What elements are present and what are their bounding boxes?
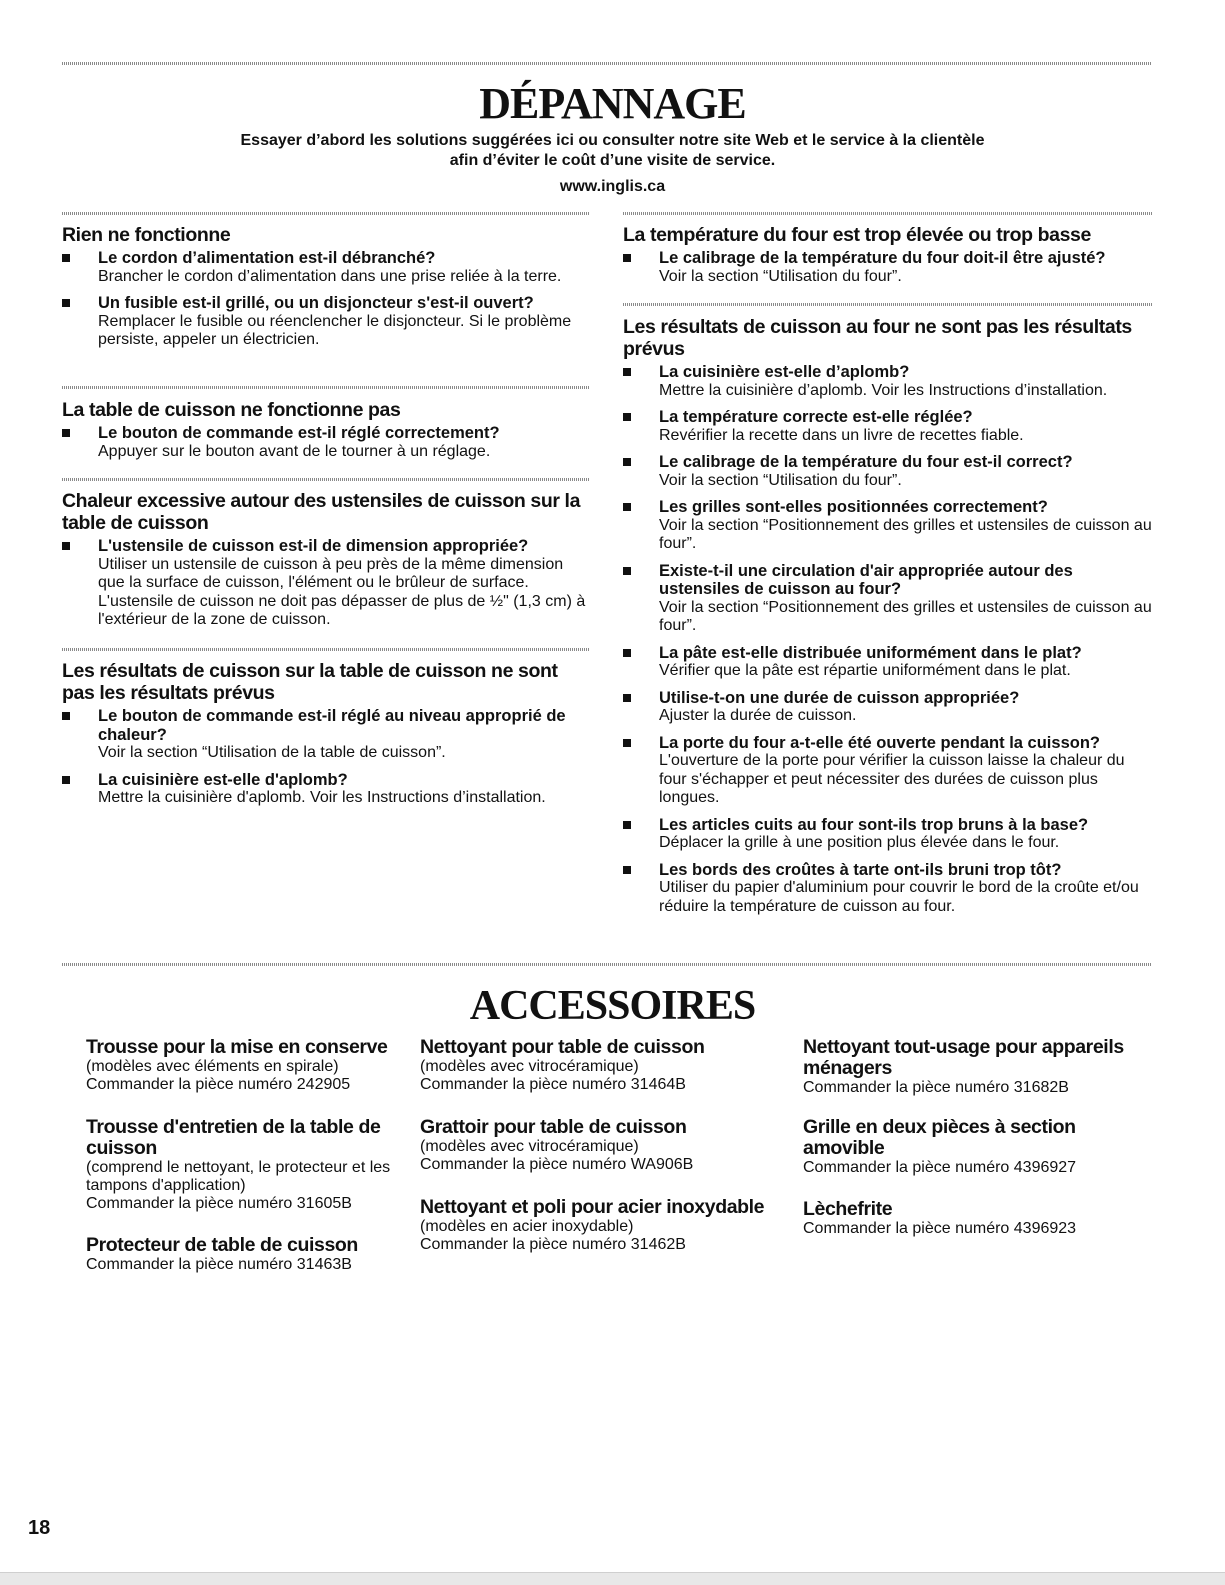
answer: Mettre la cuisinière d'aplomb. Voir les Instructions d’installation. — [98, 789, 546, 806]
answer: Revérifier la recette dans un livre de recettes fiable. — [659, 426, 1024, 444]
bullet-icon — [623, 649, 631, 657]
answer: Remplacer le fusible ou réenclencher le disjoncteur. Si le problème persiste, appeler un électricien. — [98, 312, 572, 348]
list-item — [623, 562, 1153, 636]
answer: Déplacer la grille à une position plus élevée dans le four. — [659, 834, 1060, 851]
answer: Utiliser du papier d'aluminium pour couvrir le bord de la croûte et/ou réduire la température de cuisson au four. — [659, 879, 1139, 915]
list-item — [623, 861, 1153, 917]
accessory-name: Grattoir pour table de cuisson — [420, 1116, 687, 1138]
list-item — [62, 771, 590, 808]
list-item — [62, 707, 590, 763]
list-item — [623, 498, 1153, 554]
question: Les articles cuits au four sont-ils trop bruns à la base? — [659, 815, 1089, 834]
answer: Voir la section “Utilisation du four”. — [659, 471, 902, 489]
website-url: www.inglis.ca — [559, 178, 666, 195]
section-rien-ne-fonctionne — [62, 224, 590, 358]
accessory-item — [803, 1199, 1143, 1238]
accessory-name: Nettoyant et poli pour acier inoxydable — [420, 1196, 765, 1218]
section-heading: La température du four est trop élevée ou trop basse — [623, 224, 1091, 246]
bullet-icon — [62, 776, 70, 784]
list-item — [62, 424, 590, 461]
bullet-icon — [62, 254, 70, 262]
list-item — [62, 537, 590, 630]
list-item — [623, 363, 1153, 400]
accessory-item — [803, 1117, 1143, 1177]
page-number: 18 — [28, 1517, 51, 1539]
accessory-order: Commander la pièce numéro 242905 — [86, 1076, 351, 1093]
accessory-item — [420, 1117, 780, 1174]
accessory-name: Grille en deux pièces à section amovible — [803, 1116, 1076, 1159]
section-heading: Rien ne fonctionne — [62, 224, 231, 246]
section-divider — [62, 386, 590, 389]
section-temperature-four — [623, 224, 1153, 294]
accessory-item — [86, 1235, 396, 1274]
section-resultats-four — [623, 316, 1153, 924]
question: La température correcte est-elle réglée? — [659, 408, 973, 426]
accessory-order: Commander la pièce numéro 31605B — [86, 1195, 352, 1212]
accessory-item — [86, 1037, 396, 1094]
accessory-item — [420, 1037, 780, 1094]
answer: Voir la section “Positionnement des grilles et ustensiles de cuisson au four”. — [659, 516, 1152, 552]
list-item — [623, 453, 1153, 490]
section-heading: Chaleur excessive autour des ustensiles de cuisson sur la table de cuisson — [62, 490, 581, 534]
intro-line-2: afin d’éviter le coût d’une visite de service. — [449, 152, 776, 169]
question: Le calibrage de la température du four doit-il être ajusté? — [659, 249, 1106, 267]
accessory-order: Commander la pièce numéro WA906B — [420, 1156, 694, 1173]
question: L'ustensile de cuisson est-il de dimension appropriée? — [98, 537, 529, 555]
bullet-icon — [623, 368, 631, 376]
bullet-icon — [62, 429, 70, 437]
section-heading: La table de cuisson ne fonctionne pas — [62, 399, 401, 421]
answer: Vérifier que la pâte est répartie uniformément dans le plat. — [659, 662, 1071, 679]
question: Utilise-t-on une durée de cuisson appropriée? — [659, 688, 1020, 707]
list-item — [62, 294, 590, 350]
answer: L'ouverture de la porte pour vérifier la cuisson laisse la chaleur du four s'échapper et peut nécessiter des durées de cuisson plus longues. — [659, 752, 1125, 806]
accessory-order: Commander la pièce numéro 4396923 — [803, 1220, 1077, 1237]
accessory-order: Commander la pièce numéro 31463B — [86, 1256, 352, 1273]
list-item — [623, 816, 1153, 853]
answer: Utiliser un ustensile de cuisson à peu près de la même dimension que la surface de cuisson, l'élément ou le brûleur de surface. L'ustensile de cuisson ne doit pas dépasser de plus de ½" (1,3 cm) à l'extérieur de la zone de cuisson. — [98, 555, 586, 628]
accessories-divider — [62, 963, 1152, 966]
question: La cuisinière est-elle d'aplomb? — [98, 770, 348, 789]
section-divider — [623, 212, 1153, 215]
bullet-icon — [62, 712, 70, 720]
accessory-item — [420, 1197, 780, 1254]
accessory-order: Commander la pièce numéro 31462B — [420, 1236, 686, 1253]
section-heading: Les résultats de cuisson sur la table de cuisson ne sont pas les résultats prévus — [62, 660, 558, 704]
accessories-title: ACCESSOIRES — [469, 983, 756, 1029]
bullet-icon — [623, 739, 631, 747]
answer: Ajuster la durée de cuisson. — [659, 707, 857, 724]
bullet-icon — [62, 299, 70, 307]
accessory-order: Commander la pièce numéro 31464B — [420, 1076, 686, 1093]
bullet-icon — [623, 567, 631, 575]
list-item — [623, 734, 1153, 808]
accessory-name: Nettoyant tout-usage pour appareils ménagers — [803, 1036, 1124, 1079]
section-divider — [623, 303, 1153, 306]
question: Les bords des croûtes à tarte ont-ils bruni trop tôt? — [659, 860, 1062, 879]
answer: Brancher le cordon d’alimentation dans une prise reliée à la terre. — [98, 267, 562, 285]
bullet-icon — [623, 503, 631, 511]
accessory-name: Lèchefrite — [803, 1198, 893, 1220]
accessory-order: Commander la pièce numéro 31682B — [803, 1079, 1069, 1096]
list-item — [62, 249, 590, 286]
list-item — [623, 249, 1153, 286]
accessory-note: (modèles avec vitrocéramique) — [420, 1138, 639, 1155]
accessory-item — [86, 1117, 396, 1213]
answer: Appuyer sur le bouton avant de le tourner à un réglage. — [98, 442, 491, 460]
accessory-note: (modèles en acier inoxydable) — [420, 1218, 634, 1235]
section-heading: Les résultats de cuisson au four ne sont pas les résultats prévus — [623, 316, 1132, 360]
answer: Voir la section “Utilisation de la table de cuisson”. — [98, 744, 446, 761]
accessory-name: Protecteur de table de cuisson — [86, 1234, 358, 1256]
section-table-de-cuisson — [62, 399, 590, 469]
bullet-icon — [623, 866, 631, 874]
list-item — [623, 689, 1153, 726]
question: Le bouton de commande est-il réglé correctement? — [98, 424, 500, 442]
bullet-icon — [623, 254, 631, 262]
accessory-note: (modèles avec éléments en spirale) — [86, 1058, 339, 1075]
question: La pâte est-elle distribuée uniformément dans le plat? — [659, 643, 1082, 662]
page-title: DÉPANNAGE — [479, 79, 746, 128]
bullet-icon — [623, 694, 631, 702]
accessory-order: Commander la pièce numéro 4396927 — [803, 1159, 1077, 1176]
bullet-icon — [62, 542, 70, 550]
question: La porte du four a-t-elle été ouverte pendant la cuisson? — [659, 733, 1100, 752]
intro-line-1: Essayer d’abord les solutions suggérées ici ou consulter notre site Web et le service à la clientèle — [240, 132, 985, 149]
bullet-icon — [623, 458, 631, 466]
section-chaleur-excessive — [62, 490, 590, 638]
accessory-name: Nettoyant pour table de cuisson — [420, 1036, 705, 1058]
section-divider — [62, 212, 590, 215]
top-divider — [62, 62, 1152, 65]
list-item — [623, 408, 1153, 445]
answer: Mettre la cuisinière d’aplomb. Voir les Instructions d’installation. — [659, 381, 1108, 399]
section-divider — [62, 478, 590, 481]
page-bottom-edge — [0, 1572, 1225, 1585]
bullet-icon — [623, 821, 631, 829]
accessory-note: (comprend le nettoyant, le protecteur et les tampons d'application) — [86, 1159, 391, 1194]
question: La cuisinière est-elle d’aplomb? — [659, 363, 910, 381]
question: Le cordon d’alimentation est-il débranché? — [98, 249, 436, 267]
answer: Voir la section “Utilisation du four”. — [659, 267, 902, 285]
question: Les grilles sont-elles positionnées correctement? — [659, 498, 1048, 516]
answer: Voir la section “Positionnement des grilles et ustensiles de cuisson au four”. — [659, 598, 1152, 634]
accessory-name: Trousse d'entretien de la table de cuisson — [86, 1116, 381, 1159]
question: Le calibrage de la température du four est-il correct? — [659, 453, 1073, 471]
question: Un fusible est-il grillé, ou un disjoncteur s'est-il ouvert? — [98, 294, 534, 312]
accessory-note: (modèles avec vitrocéramique) — [420, 1058, 639, 1075]
question: Existe-t-il une circulation d'air appropriée autour des ustensiles de cuisson au four? — [659, 561, 1073, 598]
accessory-item — [803, 1037, 1143, 1097]
accessory-name: Trousse pour la mise en conserve — [86, 1036, 388, 1058]
question: Le bouton de commande est-il réglé au niveau approprié de chaleur? — [98, 707, 566, 744]
section-resultats-table — [62, 660, 590, 816]
bullet-icon — [623, 413, 631, 421]
section-divider — [62, 648, 590, 651]
list-item — [623, 644, 1153, 681]
